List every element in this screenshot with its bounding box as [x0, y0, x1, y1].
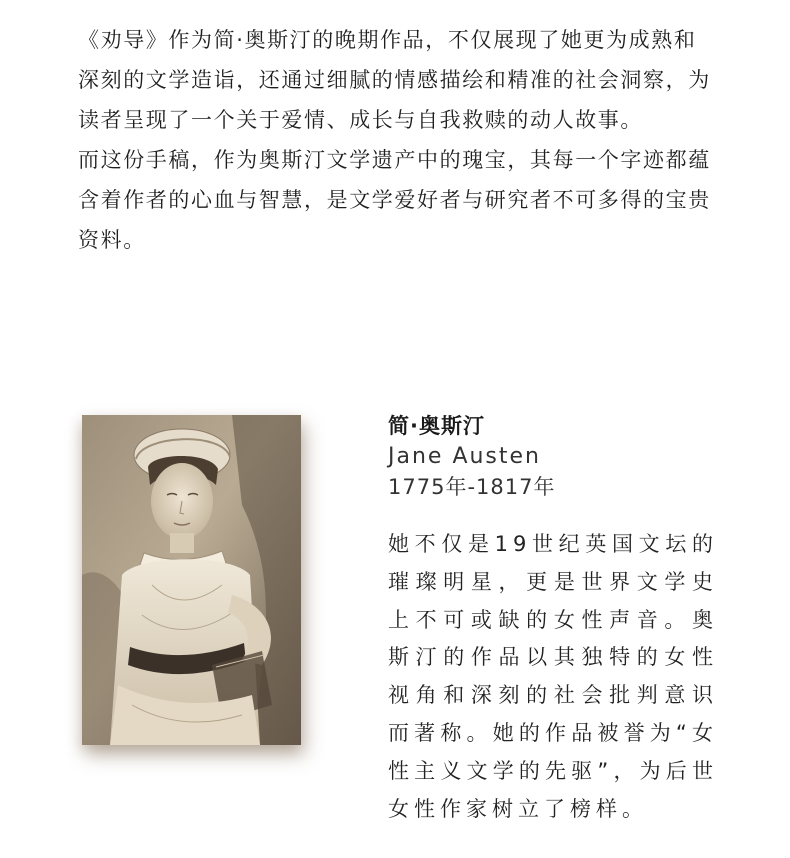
author-years: 1775年-1817年 — [388, 475, 556, 499]
intro-text-block — [78, 20, 718, 260]
author-name-en: Jane Austen — [388, 444, 542, 469]
author-portrait — [82, 415, 301, 745]
author-description: 她不仅是19世纪英国文坛的璀璨明星，更是世界文学史上不可或缺的女性声音。奥斯汀的作品以其独特的女性视角和深刻的社会批判意识而著称。她的作品被誉为“女性主义文学的先驱”，为后世女性作家树立了榜样。 — [388, 532, 718, 821]
portrait-engraving-image — [82, 415, 301, 745]
author-name-cn: 简·奥斯汀 — [388, 414, 485, 438]
author-bio — [388, 410, 718, 828]
intro-paragraph-1: 《劝导》作为简·奥斯汀的晚期作品，不仅展现了她更为成熟和深刻的文学造诣，还通过细腻的情感描绘和精准的社会洞察，为读者呈现了一个关于爱情、成长与自我救赎的动人故事。 — [78, 28, 711, 132]
intro-paragraph-2: 而这份手稿，作为奥斯汀文学遗产中的瑰宝，其每一个字迹都蕴含着作者的心血与智慧，是文学爱好者与研究者不可多得的宝贵资料。 — [78, 148, 711, 252]
